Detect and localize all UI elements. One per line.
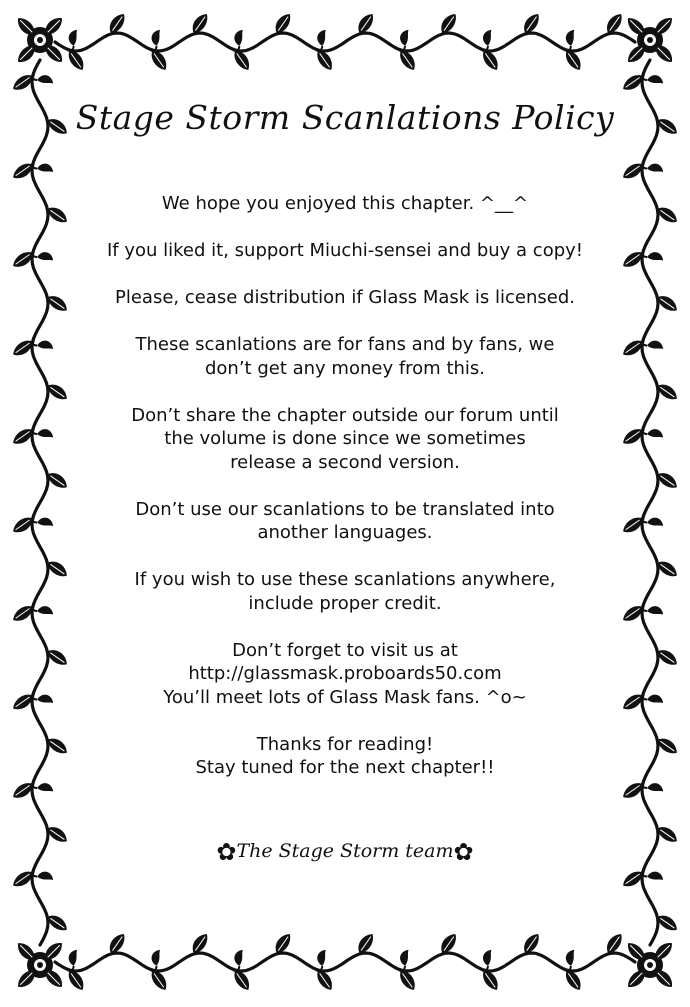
text-line: include proper credit. xyxy=(248,592,442,614)
text-line: Don’t share the chapter outside our forum until xyxy=(131,404,559,426)
text-line: You’ll meet lots of Glass Mask fans. ^o~ xyxy=(163,686,527,708)
text-line: If you wish to use these scanlations anywhere, xyxy=(134,569,556,590)
text-line: don’t get any money from this. xyxy=(204,357,486,379)
policy-text xyxy=(80,192,610,803)
text-line: the volume is done since we sometimes xyxy=(164,428,526,449)
text-line: another languages. xyxy=(257,522,433,543)
signature-text: The Stage Storm team xyxy=(236,840,454,862)
policy-title: Stage Storm Scanlations Policy xyxy=(75,98,615,137)
paragraph-no-translation xyxy=(80,498,610,545)
sakura-flower-icon: ✿ xyxy=(216,838,237,866)
text-line: Stay tuned for the next chapter!! xyxy=(195,757,495,778)
text-line: These scanlations are for fans and by fans, we xyxy=(135,334,555,355)
paragraph-visit xyxy=(80,639,610,710)
text-line: Please, cease distribution if Glass Mask is licensed. xyxy=(114,287,575,308)
paragraph-for-fans xyxy=(80,333,610,380)
paragraph-enjoyed xyxy=(80,192,610,216)
text-line: Thanks for reading! xyxy=(256,733,434,755)
forum-url: http://glassmask.proboards50.com xyxy=(188,663,502,684)
paragraph-credit xyxy=(80,568,610,615)
text-line: Don’t use our scanlations to be translated into xyxy=(135,498,555,520)
team-signature xyxy=(100,838,590,866)
paragraph-licensed xyxy=(80,286,610,310)
paragraph-thanks xyxy=(80,733,610,780)
paragraph-dont-share xyxy=(80,404,610,475)
text-line: If you liked it, support Miuchi-sensei and buy a copy! xyxy=(106,240,584,261)
text-line: Don’t forget to visit us at xyxy=(232,639,458,661)
sakura-flower-icon: ✿ xyxy=(453,838,474,866)
text-line: We hope you enjoyed this chapter. ^__^ xyxy=(161,193,529,214)
text-line: release a second version. xyxy=(230,451,460,473)
paragraph-support xyxy=(80,239,610,263)
